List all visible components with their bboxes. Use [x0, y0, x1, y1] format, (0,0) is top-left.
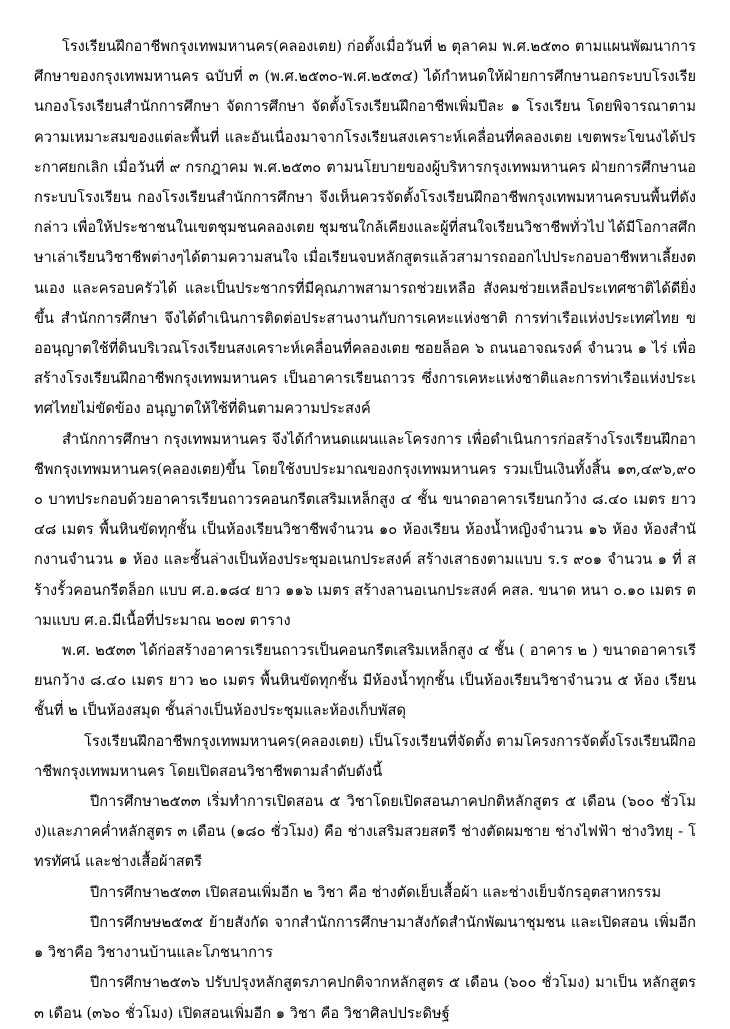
paragraph-courses-intro: โรงเรียนฝึกอาชีพกรุงเทพมหานคร(คลองเตย) เป็นโรงเรียนที่จัดตั้ง ตามโครงการจัดตั้งโรงเรียนฝึกอาชีพกรุงเทพมหานคร โดยเปิดสอนวิชาชีพตามลำดับดังนี้ — [34, 732, 696, 780]
paragraph-construction-plan: สำนักการศึกษา กรุงเทพมหานคร จึงได้กำหนดแผนและโครงการ เพื่อดำเนินการก่อสร้างโรงเรียนฝึกอาชีพกรุงเทพมหานคร(คลองเตย)ขึ้น โดยใช้งบประมาณของกรุงเทพมหานคร รวมเป็นเงินทั้งสิ้น ๑๓,๔๙๖,๙๐๐ บาทประกอบด้วยอาคารเรียนถาวรคอนกรีตเสริมเหล็กสูง ๔ ชั้น ขนาดอาคารเรียนกว้าง ๘.๔๐ เมตร ยาว ๔๘ เมตร พื้นหินขัดทุกชั้น เป็นห้องเรียนวิชาชีพจำนวน ๑๐ ห้องเรียน ห้องน้ำหญิงจำนวน ๑๖ ห้อง ห้องสำนักงานจำนวน ๑ ห้อง และชั้นล่างเป็นห้องประชุมอเนกประสงค์ สร้างเสาธงตามแบบ ร.ร ๙๐๑ จำนวน ๑ ที่ สร้างรั้วคอนกรีตล็อก แบบ ศ.อ.๑๘๔ ยาว ๑๑๖ เมตร สร้างลานอเนกประสงค์ คสล. ขนาด หนา ๐.๑๐ เมตร ตามแบบ ศ.อ.มีเนื้อที่ประมาณ ๒๐๗ ตาราง — [34, 430, 696, 629]
paragraph-founding-history: โรงเรียนฝึกอาชีพกรุงเทพมหานคร(คลองเตย) ก่อตั้งเมื่อวันที่ ๒ ตุลาคม พ.ศ.๒๕๓๐ ตามแผนพัฒนาการศึกษาของกรุงเทพมหานคร ฉบับที่ ๓ (พ.ศ.๒๕๓๐-พ.ศ.๒๕๓๔) ได้กำหนดให้ฝ่ายการศึกษานอกระบบโรงเรียนกองโรงเรียนสำนักการศึกษา จัดการศึกษา จัดตั้งโรงเรียนฝึกอาชีพเพิ่มปีละ ๑ โรงเรียน โดยพิจารณาตามความเหมาะสมของแต่ละพื้นที่ และอันเนื่องมาจากโรงเรียนสงเคราะห์เคลื่อนที่คลองเตย เขตพระโขนงได้ประกาศยกเลิก เมื่อวันที่ ๙ กรกฎาคม พ.ศ.๒๕๓๐ ตามนโยบายของผู้บริหารกรุงเทพมหานคร ฝ่ายการศึกษานอกระบบโรงเรียน กองโรงเรียนสำนักการศึกษา จึงเห็นควรจัดตั้งโรงเรียนฝึกอาชีพกรุงเทพมหานครบนพื้นที่ดังกล่าว เพื่อให้ประชาชนในเขตชุมชนคลองเตย ชุมชนใกล้เคียงและผู้ที่สนใจเรียนวิชาชีพทั่วไป ได้มีโอกาสศึกษาเล่าเรียนวิชาชีพต่างๆได้ตามความสนใจ เมื่อเรียนจบหลักสูตรแล้วสามารถออกไปประกอบอาชีพหาเลี้ยงตนเอง และครอบครัวได้ และเป็นประชากรที่มีคุณภาพสามารถช่วยเหลือ สังคมช่วยเหลือประเทศชาติได้ดียิ่งขึ้น สำนักการศึกษา จึงได้ดำเนินการติดต่อประสานงานกับการเคหะแห่งชาติ การท่าเรือแห่งประเทศไทย ขออนุญาตใช้ที่ดินบริเวณโรงเรียนสงเคราะห์เคลื่อนที่คลองเตย ซอยล็อค ๖ ถนนอาจณรงค์ จำนวน ๑ ไร่ เพื่อสร้างโรงเรียนฝึกอาชีพกรุงเทพมหานคร เป็นอาคารเรียนถาวร ซึ่งการเคหะแห่งชาติและการท่าเรือแห่งประเทศไทยไม่ขัดข้อง อนุญาตให้ใช้ที่ดินตามความประสงค์ — [34, 38, 697, 418]
paragraph-year-2533-first: ปีการศึกษา๒๕๓๓ เริ่มทำการเปิดสอน ๕ วิชาโดยเปิดสอนภาคปกติหลักสูตร ๕ เดือน (๖๐๐ ชั่วโมง)และภาคค่ำหลักสูตร ๓ เดือน (๑๘๐ ชั่วโมง) คือ ช่างเสริมสวยสตรี ช่างตัดผมชาย ช่างไฟฟ้า ช่างวิทยุ - โทรทัศน์ และช่างเสื้อผ้าสตรี — [34, 793, 696, 871]
paragraph-year-2533-second: ปีการศึกษา๒๕๓๓ เปิดสอนเพิ่มอีก ๒ วิชา คือ ช่างตัดเย็บเสื้อผ้า และช่างเย็บจักรอุตสาหกรรม — [90, 883, 662, 901]
paragraph-building-two: พ.ศ. ๒๕๓๓ ได้ก่อสร้างอาคารเรียนถาวรเป็นคอนกรีตเสริมเหล็กสูง ๔ ชั้น ( อาคาร ๒ ) ขนาดอาคารเรียนกว้าง ๘.๔๐ เมตร ยาว ๒๐ เมตร พื้นหินขัดทุกชั้น มีห้องน้ำทุกชั้น เป็นห้องเรียนวิชาจำนวน ๕ ห้อง เรียน ชั้นที่ ๒ เป็นห้องสมุด ชั้นล่างเป็นห้องประชุมและห้องเก็บพัสดุ — [34, 642, 696, 720]
paragraph-year-2535: ปีการศึกษษ๒๕๓๕ ย้ายสังกัด จากสำนักการศึกษามาสังกัดสำนักพัฒนาชุมชน และเปิดสอน เพิ่มอีก ๑ วิชาคือ วิชางานบ้านและโภชนาการ — [34, 913, 696, 962]
paragraph-year-2536: ปีการศึกษา๒๕๓๖ ปรับปรุงหลักสูตรภาคปกติจากหลักสูตร ๕ เดือน (๖๐๐ ชั่วโมง) มาเป็น หลักสูตร ๓ เดือน (๓๖๐ ชั่วโมง) เปิดสอนเพิ่มอีก ๑ วิชา คือ วิชาศิลปประดิษฐ์ — [34, 974, 696, 1022]
